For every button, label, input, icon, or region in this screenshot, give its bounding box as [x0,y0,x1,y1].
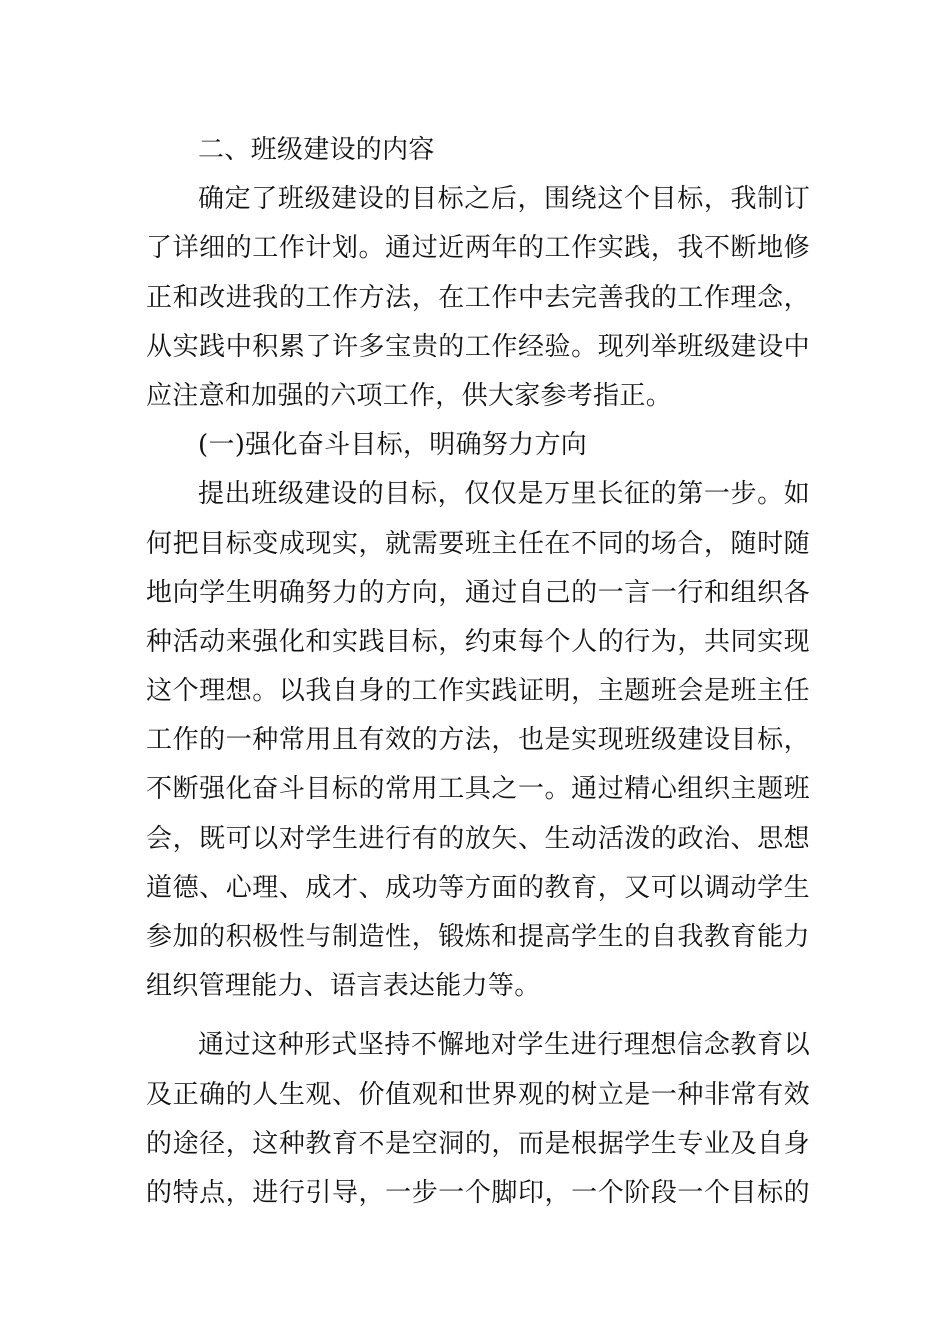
paragraph-2-line-3: 地向学生明确努力的方向，通过自己的一言一行和组织各 [146,577,810,608]
paragraph-3-line-3: 的途径，这种教育不是空洞的，而是根据学生专业及自身 [146,1128,810,1159]
paragraph-3-line-1: 通过这种形式坚持不懈地对学生进行理想信念教育以 [198,1030,810,1061]
paragraph-1-line-4: 从实践中积累了许多宝贵的工作经验。现列举班级建设中 [146,331,810,362]
document-body [146,126,810,1218]
paragraph-2-line-1: 提出班级建设的目标，仅仅是万里长征的第一步。如 [198,479,810,510]
paragraph-1-line-2: 了详细的工作计划。通过近两年的工作实践，我不断地修 [146,233,810,264]
paragraph-2-line-8: 会，既可以对学生进行有的放矢、生动活泼的政治、思想 [146,823,810,854]
paragraph-2-line-11: 组织管理能力、语言表达能力等。 [146,971,541,1002]
paragraph-2-line-9: 道德、心理、成才、成功等方面的教育，又可以调动学生 [146,872,810,903]
paragraph-3-line-4: 的特点，进行引导，一步一个脚印，一个阶段一个目标的 [146,1177,810,1208]
paragraph-1-line-3: 正和改进我的工作方法，在工作中去完善我的工作理念， [146,282,810,313]
paragraph-2-line-4: 种活动来强化和实践目标，约束每个人的行为，共同实现 [146,626,810,657]
paragraph-1-line-5: 应注意和加强的六项工作，供大家参考指正。 [146,380,673,411]
paragraph-2-line-6: 工作的一种常用且有效的方法，也是实现班级建设目标， [146,725,810,756]
paragraph-3-line-2: 及正确的人生观、价值观和世界观的树立是一种非常有效 [146,1079,810,1110]
section-heading: 二、班级建设的内容 [198,135,435,165]
paragraph-2-line-5: 这个理想。以我自身的工作实践证明，主题班会是班主任 [146,676,810,707]
paragraph-2-line-10: 参加的积极性与制造性，锻炼和提高学生的自我教育能力 [146,922,810,952]
paragraph-2-line-7: 不断强化奋斗目标的常用工具之一。通过精心组织主题班 [146,774,810,805]
paragraph-gap [146,1011,810,1021]
paragraph-1-line-1: 确定了班级建设的目标之后，围绕这个目标，我制订 [198,184,810,215]
paragraph-2-line-2: 何把目标变成现实，就需要班主任在不同的场合，随时随 [146,528,810,559]
subsection-heading: (一)强化奋斗目标，明确努力方向 [198,430,588,461]
